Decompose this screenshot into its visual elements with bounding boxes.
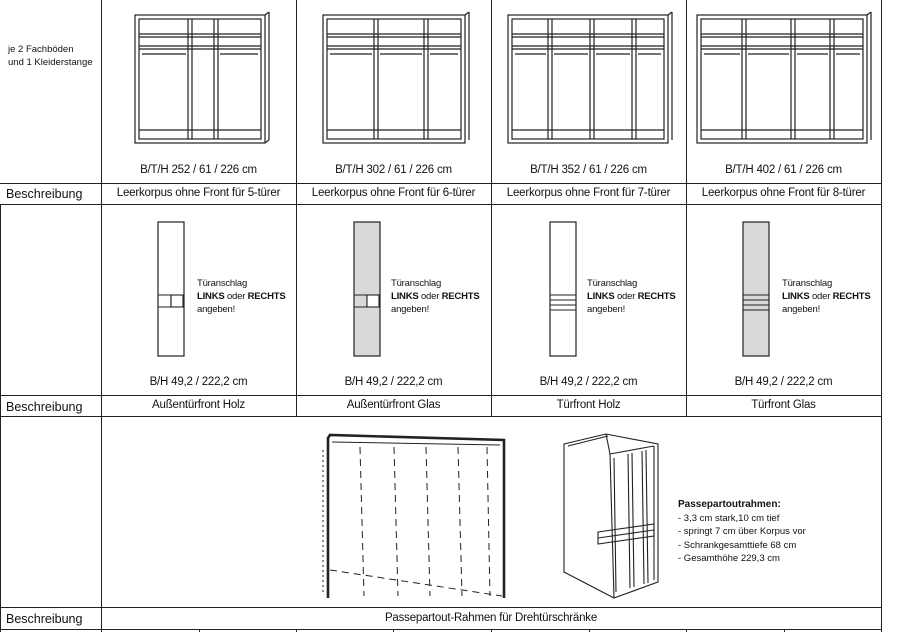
door-hinge-note — [197, 277, 285, 316]
door-note-line: angeben! — [197, 304, 236, 315]
door-drawing-wood — [549, 221, 579, 357]
frame-front-drawing — [322, 430, 522, 605]
door-note-rechts: RECHTS — [441, 291, 480, 302]
door-note-rechts: RECHTS — [832, 291, 871, 302]
door-note-oder: oder — [614, 291, 638, 302]
row-label: Beschreibung — [6, 187, 83, 201]
door-note-rechts: RECHTS — [247, 291, 286, 302]
column-divider — [296, 0, 297, 416]
door-note-links: LINKS — [782, 291, 810, 302]
door-note-line: Türanschlag — [197, 278, 248, 289]
door-note-links: LINKS — [587, 291, 615, 302]
intro-note — [8, 43, 93, 69]
corpus-description: Leerkorpus ohne Front für 6-türer — [311, 187, 476, 199]
corpus-drawing-5 — [130, 12, 270, 152]
frame-spec-item: - Gesamthöhe 229,3 cm — [678, 553, 780, 564]
corpus-description: Leerkorpus ohne Front für 8-türer — [701, 187, 866, 199]
door-hinge-note — [391, 277, 479, 316]
door-dims: B/H 49,2 / 222,2 cm — [344, 376, 443, 388]
door-note-line: angeben! — [391, 304, 430, 315]
row-divider — [0, 395, 882, 396]
door-note-links: LINKS — [391, 291, 419, 302]
door-description: Außentürfront Glas — [346, 399, 441, 411]
column-divider — [686, 0, 687, 416]
door-note-oder: oder — [224, 291, 248, 302]
intro-note-line: und 1 Kleiderstange — [8, 57, 93, 68]
corpus-drawing-8 — [694, 12, 874, 152]
intro-note-line: je 2 Fachböden — [8, 44, 74, 55]
door-note-links: LINKS — [197, 291, 225, 302]
frame-perspective-drawing — [558, 432, 668, 602]
row-divider — [0, 416, 882, 417]
corpus-dims: B/T/H 252 / 61 / 226 cm — [140, 164, 257, 176]
door-hinge-note — [587, 277, 675, 316]
door-dims: B/H 49,2 / 222,2 cm — [149, 376, 248, 388]
door-note-oder: oder — [418, 291, 442, 302]
frame-spec-item: - Schrankgesamttiefe 68 cm — [678, 539, 797, 551]
door-drawing-wood-outer — [157, 221, 187, 357]
frame-spec-title: Passepartoutrahmen: — [678, 499, 781, 510]
frame-description: Passepartout-Rahmen für Drehtürschränke — [384, 612, 598, 624]
corpus-description: Leerkorpus ohne Front für 5-türer — [116, 187, 281, 199]
corpus-description: Leerkorpus ohne Front für 7-türer — [506, 187, 671, 199]
frame-spec-list — [678, 498, 806, 566]
door-description: Außentürfront Holz — [152, 399, 245, 411]
door-note-line: Türanschlag — [782, 278, 833, 289]
corpus-dims: B/T/H 352 / 61 / 226 cm — [530, 164, 647, 176]
door-note-line: angeben! — [782, 304, 821, 315]
corpus-drawing-7 — [505, 12, 675, 152]
corpus-drawing-6 — [320, 12, 470, 152]
column-divider — [101, 0, 102, 632]
row-divider — [0, 629, 882, 630]
door-description: Türfront Glas — [751, 399, 816, 411]
corpus-dims: B/T/H 402 / 61 / 226 cm — [725, 164, 842, 176]
frame-spec-item: - 3,3 cm stark,10 cm tief — [678, 512, 780, 524]
door-hinge-note — [782, 277, 870, 316]
frame-spec-item: - springt 7 cm über Korpus vor — [678, 526, 806, 537]
door-note-rechts: RECHTS — [637, 291, 676, 302]
door-note-oder: oder — [809, 291, 833, 302]
row-label: Beschreibung — [6, 400, 83, 414]
left-border — [0, 204, 1, 632]
door-note-line: Türanschlag — [391, 278, 442, 289]
door-dims: B/H 49,2 / 222,2 cm — [734, 376, 833, 388]
row-divider — [0, 607, 882, 608]
row-divider — [0, 183, 882, 184]
door-drawing-glass-outer — [353, 221, 383, 357]
door-dims: B/H 49,2 / 222,2 cm — [539, 376, 638, 388]
door-note-line: angeben! — [587, 304, 626, 315]
column-divider — [491, 0, 492, 416]
column-divider — [881, 0, 882, 632]
door-note-line: Türanschlag — [587, 278, 638, 289]
corpus-dims: B/T/H 302 / 61 / 226 cm — [335, 164, 452, 176]
row-divider — [0, 204, 882, 205]
door-drawing-glass — [742, 221, 772, 357]
door-description: Türfront Holz — [556, 399, 621, 411]
row-label: Beschreibung — [6, 612, 83, 626]
